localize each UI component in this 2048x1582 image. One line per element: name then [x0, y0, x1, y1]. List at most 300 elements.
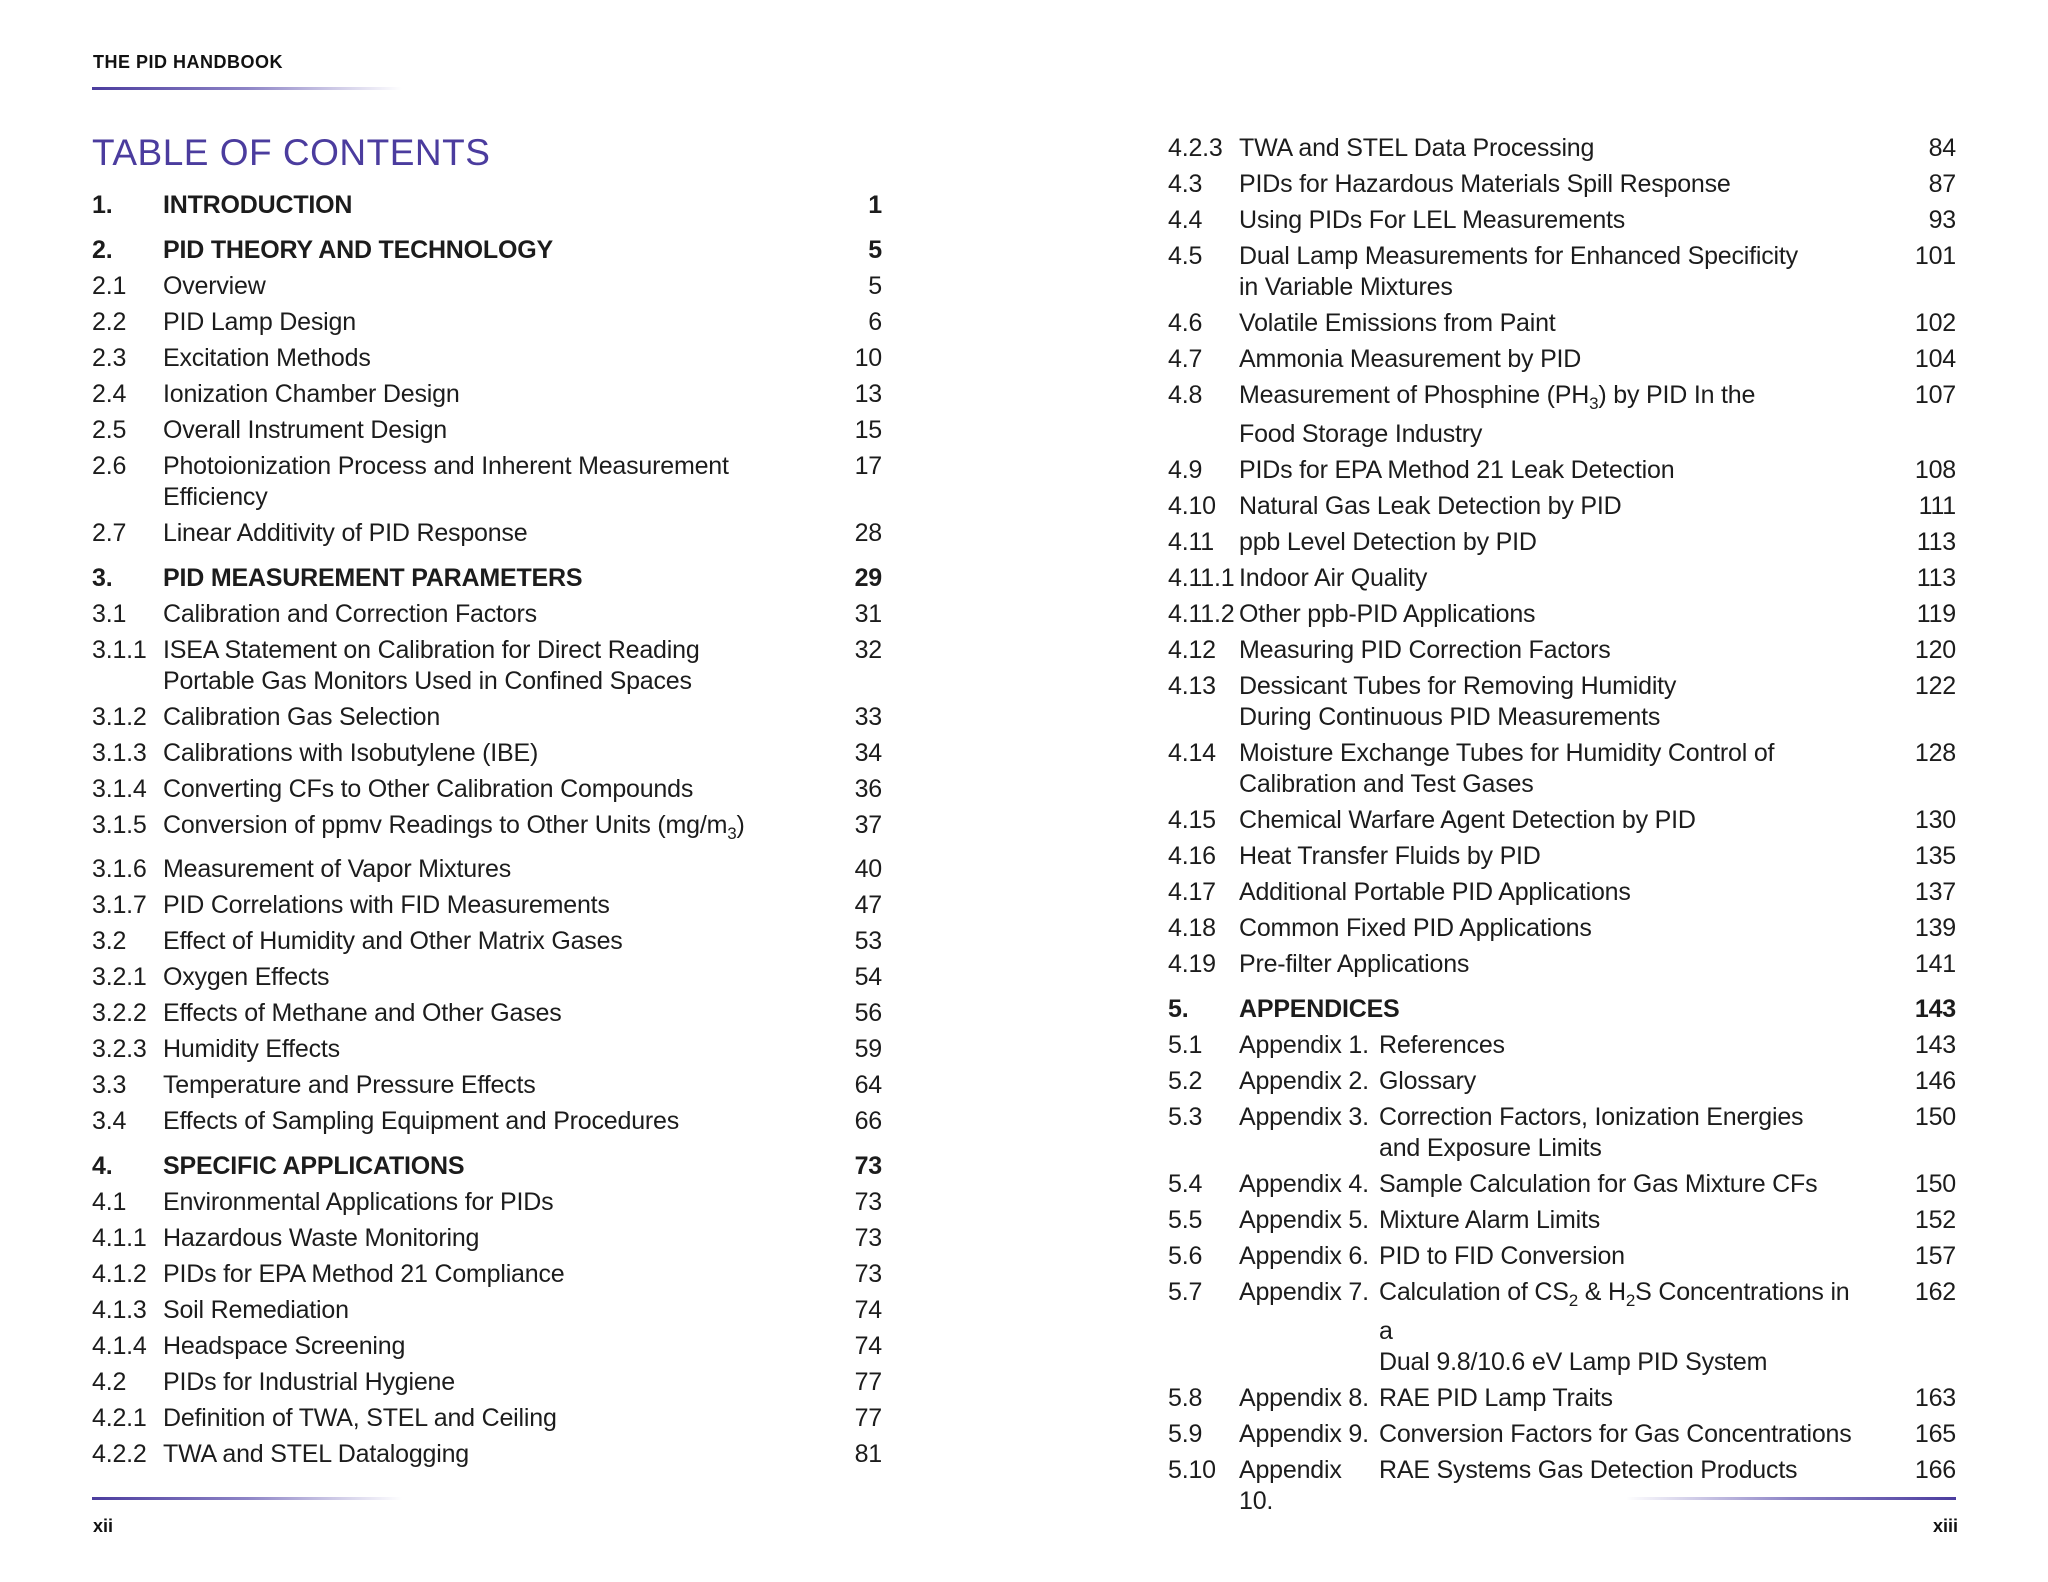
toc-entry[interactable]: [92, 854, 882, 885]
toc-entry-title: [163, 1259, 832, 1290]
toc-entry-page: 77: [854, 1368, 882, 1396]
toc-entry[interactable]: [1168, 1066, 1956, 1097]
toc-entry-title-line: Conversion Factors for Gas Concentrations: [1379, 1420, 1852, 1448]
toc-entry-title-line: RAE Systems Gas Detection Products: [1379, 1456, 1798, 1484]
header-rule: [92, 87, 402, 90]
toc-entry-page: 135: [1914, 842, 1956, 870]
toc-entry-number: 5.1: [1168, 1031, 1203, 1059]
toc-entry-title: [163, 998, 832, 1029]
toc-entry[interactable]: [92, 1070, 882, 1101]
toc-entry[interactable]: [1168, 563, 1956, 594]
toc-entry[interactable]: [92, 1439, 882, 1470]
appendix-title: [1379, 1383, 1866, 1414]
toc-entry-title-line: Mixture Alarm Limits: [1379, 1206, 1601, 1234]
toc-entry[interactable]: [1168, 1383, 1956, 1414]
toc-entry-title: [163, 926, 832, 957]
toc-entry-title-line: Measurement of Phosphine $(PH_3)$ by PID In the: [1239, 381, 1756, 413]
toc-entry-page: 73: [854, 1152, 882, 1180]
toc-entry[interactable]: [1168, 841, 1956, 872]
toc-entry-title-line: Conversion of ppmv Readings to Other Units $(mg/m_3)$: [163, 811, 745, 843]
toc-entry-title-line: Moisture Exchange Tubes for Humidity Control of: [1239, 739, 1775, 767]
toc-entry-title: [1239, 738, 1906, 800]
toc-entry-number: 3.1.6: [92, 855, 147, 883]
toc-entry-title-line: Linear Additivity of PID Response: [163, 519, 528, 547]
toc-entry-title-line: Dual Lamp Measurements for Enhanced Specificity: [1239, 242, 1798, 270]
toc-entry[interactable]: [92, 1223, 882, 1254]
toc-entry-title: [1239, 1205, 1906, 1236]
toc-entry-page: 93: [1928, 206, 1956, 234]
toc-entry-page: 146: [1914, 1067, 1956, 1095]
toc-entry-title-line: Ionization Chamber Design: [163, 380, 460, 408]
toc-entry-title-line: Calibration and Correction Factors: [163, 600, 537, 628]
toc-entry[interactable]: [92, 1259, 882, 1290]
toc-entry-number: 4.9: [1168, 456, 1203, 484]
appendix-title: [1379, 1205, 1866, 1236]
toc-entry-number: 3.4: [92, 1107, 127, 1135]
toc-entry-page: 59: [854, 1035, 882, 1063]
toc-entry-number: 2.4: [92, 380, 127, 408]
appendix-title: [1379, 1455, 1866, 1517]
toc-entry-title-line: RAE PID Lamp Traits: [1379, 1384, 1613, 1412]
toc-entry-page: 47: [854, 891, 882, 919]
toc-entry-page: 162: [1914, 1278, 1956, 1306]
toc-entry-page: 34: [854, 739, 882, 767]
toc-entry-title-line: Calibrations with Isobutylene (IBE): [163, 739, 539, 767]
toc-entry-title: [163, 738, 832, 769]
toc-entry[interactable]: [92, 774, 882, 805]
toc-chapter-entry[interactable]: [92, 563, 882, 594]
toc-entry-title-line: Headspace Screening: [163, 1332, 406, 1360]
toc-entry-number: 5.5: [1168, 1206, 1203, 1234]
toc-entry-number: 3.1.4: [92, 775, 147, 803]
toc-entry[interactable]: [1168, 1277, 1956, 1378]
toc-entry-page: 137: [1914, 878, 1956, 906]
toc-entry[interactable]: [1168, 527, 1956, 558]
page-number-left: xii: [93, 1516, 114, 1536]
toc-entry-number: 4.14: [1168, 739, 1216, 767]
toc-entry-title: [1239, 563, 1906, 594]
toc-entry-title-line: Calculation of $CS_2$ & $H_2S$ Concentrations in a: [1379, 1278, 1850, 1345]
subscript: 3: [727, 824, 737, 843]
toc-entry-title: [1239, 949, 1906, 980]
running-head: THE PID HANDBOOK: [93, 52, 284, 72]
toc-entry-title: [1239, 877, 1906, 908]
toc-entry[interactable]: [92, 1187, 882, 1218]
toc-entry[interactable]: [1168, 491, 1956, 522]
toc-entry-number: 4.19: [1168, 950, 1216, 978]
toc-entry-title-line: PID Lamp Design: [163, 308, 356, 336]
toc-entry[interactable]: [92, 307, 882, 338]
toc-entry-number: 4.16: [1168, 842, 1216, 870]
toc-entry-page: 113: [1916, 564, 1956, 592]
footer-rule-right: [1626, 1497, 1956, 1500]
toc-entry-title-line: PID THEORY AND TECHNOLOGY: [163, 236, 553, 264]
toc-entry-title: [163, 1034, 832, 1065]
toc-entry[interactable]: [1168, 1241, 1956, 1272]
toc-entry-page: 37: [854, 811, 882, 839]
toc-entry-number: 3.1.5: [92, 811, 147, 839]
toc-entry[interactable]: [1168, 805, 1956, 836]
toc-entry-page: 74: [854, 1332, 882, 1360]
toc-entry-title: [1239, 455, 1906, 486]
toc-entry[interactable]: [92, 1403, 882, 1434]
toc-entry-title: [1239, 308, 1906, 339]
toc-entry-title-continuation: and Exposure Limits: [1379, 1134, 1602, 1162]
toc-entry-number: 3.1.7: [92, 891, 147, 919]
toc-entry-title-line: TWA and STEL Datalogging: [163, 1440, 470, 1468]
toc-entry-title: [163, 1151, 832, 1182]
toc-entry[interactable]: [1168, 344, 1956, 375]
toc-entry-title: [163, 235, 832, 266]
appendix-label: Appendix 5.: [1239, 1206, 1369, 1234]
toc-entry-page: 13: [854, 380, 882, 408]
toc-entry-title: [163, 702, 832, 733]
toc-entry-page: 1: [868, 191, 882, 219]
toc-entry-title-line: Temperature and Pressure Effects: [163, 1071, 536, 1099]
toc-entry[interactable]: [92, 926, 882, 957]
toc-entry-page: 108: [1914, 456, 1956, 484]
toc-entry-title-line: PID Correlations with FID Measurements: [163, 891, 610, 919]
toc-entry-title-line: Natural Gas Leak Detection by PID: [1239, 492, 1622, 520]
toc-entry-page: 143: [1914, 995, 1956, 1023]
toc-entry-page: 139: [1914, 914, 1956, 942]
toc-entry[interactable]: [92, 1034, 882, 1065]
toc-entry[interactable]: [92, 1295, 882, 1326]
toc-entry-number: 4.8: [1168, 381, 1203, 409]
subscript: 2: [1568, 1291, 1579, 1310]
appendix-label: Appendix 2.: [1239, 1067, 1369, 1095]
toc-entry-title: [163, 271, 832, 302]
toc-entry-number: 4.1.2: [92, 1260, 147, 1288]
toc-entry-title: [163, 890, 832, 921]
toc-entry-number: 3.1.3: [92, 739, 147, 767]
toc-entry-title-continuation: in Variable Mixtures: [1239, 273, 1453, 301]
toc-entry-page: 107: [1914, 381, 1956, 409]
toc-entry-title-line: TWA and STEL Data Processing: [1239, 134, 1595, 162]
toc-entry-page: 163: [1914, 1384, 1956, 1412]
toc-entry-number: 5.6: [1168, 1242, 1203, 1270]
toc-entry[interactable]: [92, 738, 882, 769]
toc-entry[interactable]: [1168, 169, 1956, 200]
appendix-title: [1379, 1241, 1866, 1272]
toc-entry-title-line: Ammonia Measurement by PID: [1239, 345, 1582, 373]
toc-entry-page: 166: [1914, 1456, 1956, 1484]
toc-entry-title: [1239, 671, 1906, 733]
toc-entry-title: [1239, 1419, 1906, 1450]
toc-entry-title: [1239, 1455, 1906, 1517]
toc-entry-title-line: Additional Portable PID Applications: [1239, 878, 1631, 906]
toc-entry-page: 113: [1916, 528, 1956, 556]
toc-entry-page: 10: [854, 344, 882, 372]
toc-entry-title-line: Indoor Air Quality: [1239, 564, 1428, 592]
toc-entry[interactable]: [1168, 635, 1956, 666]
toc-entry-number: 3.2: [92, 927, 127, 955]
toc-entry-title-line: Definition of TWA, STEL and Ceiling: [163, 1404, 557, 1432]
toc-entry-title: [163, 563, 832, 594]
toc-entry[interactable]: [1168, 1205, 1956, 1236]
toc-entry-number: 3.: [92, 564, 113, 592]
toc-entry-title: [1239, 205, 1906, 236]
toc-entry-number: 2.3: [92, 344, 127, 372]
toc-entry-number: 5.8: [1168, 1384, 1203, 1412]
toc-entry-title: [163, 415, 832, 446]
toc-entry-number: 4.1.1: [92, 1224, 147, 1252]
toc-entry-title-line: References: [1379, 1031, 1505, 1059]
page-number-right: xiii: [1932, 1516, 1958, 1536]
toc-entry[interactable]: [92, 1106, 882, 1137]
toc-entry-title: [1239, 913, 1906, 944]
toc-entry-number: 3.1: [92, 600, 127, 628]
toc-entry-page: 152: [1914, 1206, 1956, 1234]
toc-entry-title: [163, 1223, 832, 1254]
toc-entry-title-line: Oxygen Effects: [163, 963, 330, 991]
toc-entry-number: 4.1: [92, 1188, 127, 1216]
toc-entry-title-line: Heat Transfer Fluids by PID: [1239, 842, 1541, 870]
toc-entry[interactable]: [92, 890, 882, 921]
toc-entry-title-line: ISEA Statement on Calibration for Direct Reading: [163, 636, 700, 664]
toc-entry-number: 4.18: [1168, 914, 1216, 942]
toc-entry-title: [1239, 841, 1906, 872]
toc-entry-number: 2.2: [92, 308, 127, 336]
toc-entry-number: 5.: [1168, 995, 1189, 1023]
toc-entry-number: 5.3: [1168, 1103, 1203, 1131]
toc-entry-number: 4.2.2: [92, 1440, 147, 1468]
toc-entry[interactable]: [92, 518, 882, 549]
toc-entry[interactable]: [92, 599, 882, 630]
toc-entry[interactable]: [92, 702, 882, 733]
toc-entry[interactable]: [92, 379, 882, 410]
toc-entry-title-continuation: Calibration and Test Gases: [1239, 770, 1534, 798]
toc-entry-page: 6: [868, 308, 882, 336]
toc-entry-page: 31: [854, 600, 882, 628]
toc-entry-title: [163, 810, 832, 849]
toc-entry-title: [163, 1106, 832, 1137]
toc-entry-title: [163, 1331, 832, 1362]
toc-entry[interactable]: [1168, 205, 1956, 236]
appendix-label: Appendix 9.: [1239, 1420, 1369, 1448]
appendix-title: [1379, 1419, 1866, 1450]
toc-entry-number: 4.11.1: [1168, 564, 1235, 592]
toc-entry-number: 5.2: [1168, 1067, 1203, 1095]
toc-entry-number: 5.4: [1168, 1170, 1203, 1198]
appendix-label: Appendix 4.: [1239, 1170, 1369, 1198]
toc-entry-number: 4.10: [1168, 492, 1216, 520]
toc-entry-page: 56: [854, 999, 882, 1027]
toc-entry-title-continuation: Dual 9.8/10.6 eV Lamp PID System: [1379, 1348, 1768, 1376]
toc-entry[interactable]: [92, 415, 882, 446]
toc-entry-title-line: PIDs for EPA Method 21 Compliance: [163, 1260, 565, 1288]
toc-entry-page: 36: [854, 775, 882, 803]
toc-entry-title: [163, 854, 832, 885]
toc-entry-title: [1239, 1102, 1906, 1164]
toc-entry-number: 2.7: [92, 519, 127, 547]
toc-entry-title-line: Glossary: [1379, 1067, 1477, 1095]
toc-entry[interactable]: [1168, 1102, 1956, 1164]
toc-entry-page: 5: [868, 272, 882, 300]
toc-entry-title-line: Volatile Emissions from Paint: [1239, 309, 1556, 337]
toc-entry[interactable]: [92, 962, 882, 993]
toc-chapter-entry[interactable]: [1168, 994, 1956, 1025]
toc-entry-title-line: Using PIDs For LEL Measurements: [1239, 206, 1626, 234]
toc-entry[interactable]: [1168, 913, 1956, 944]
toc-entry-title-line: Converting CFs to Other Calibration Compounds: [163, 775, 694, 803]
toc-entry[interactable]: [1168, 133, 1956, 164]
toc-entry-page: 101: [1914, 242, 1956, 270]
appendix-label: Appendix 3.: [1239, 1103, 1369, 1131]
toc-entry[interactable]: [1168, 738, 1956, 800]
toc-entry-number: 4.2.1: [92, 1404, 147, 1432]
toc-entry-title: [163, 451, 832, 513]
toc-entry-number: 5.10: [1168, 1456, 1216, 1484]
toc-entry-title: [1239, 1066, 1906, 1097]
toc-entry-number: 2.5: [92, 416, 127, 444]
toc-entry-number: 3.3: [92, 1071, 127, 1099]
toc-entry-page: 143: [1914, 1031, 1956, 1059]
toc-entry-number: 2.1: [92, 272, 127, 300]
toc-entry-page: 130: [1914, 806, 1956, 834]
toc-entry-number: 4.4: [1168, 206, 1203, 234]
toc-entry-title-line: Environmental Applications for PIDs: [163, 1188, 554, 1216]
toc-entry-number: 4.12: [1168, 636, 1216, 664]
toc-entry[interactable]: [1168, 1419, 1956, 1450]
toc-entry-title: [1239, 169, 1906, 200]
toc-entry-title: [163, 190, 832, 221]
toc-entry-page: 73: [854, 1260, 882, 1288]
footer-rule-left: [92, 1497, 402, 1500]
toc-entry-title: [163, 518, 832, 549]
toc-entry-title: [163, 343, 832, 374]
toc-entry[interactable]: [1168, 599, 1956, 630]
appendix-title: [1379, 1030, 1866, 1061]
toc-entry[interactable]: [1168, 877, 1956, 908]
appendix-title: [1379, 1169, 1866, 1200]
toc-entry-page: 122: [1914, 672, 1956, 700]
toc-entry-title-line: INTRODUCTION: [163, 191, 353, 219]
toc-entry-title-line: Dessicant Tubes for Removing Humidity: [1239, 672, 1677, 700]
toc-entry-title-line: Effects of Methane and Other Gases: [163, 999, 562, 1027]
toc-entry-title-line: Other ppb-PID Applications: [1239, 600, 1536, 628]
toc-entry-title-line: Sample Calculation for Gas Mixture CFs: [1379, 1170, 1818, 1198]
toc-entry-title: [1239, 527, 1906, 558]
toc-entry-title: [163, 599, 832, 630]
toc-entry-number: 4.11: [1168, 528, 1215, 556]
toc-entry-page: 150: [1914, 1103, 1956, 1131]
toc-entry-title-line: Calibration Gas Selection: [163, 703, 441, 731]
toc-entry-title: [1239, 805, 1906, 836]
toc-entry-title: [1239, 344, 1906, 375]
toc-entry-number: 4.6: [1168, 309, 1203, 337]
toc-entry-title: [1239, 1241, 1906, 1272]
toc-entry[interactable]: [1168, 671, 1956, 733]
toc-entry-title-line: Photoionization Process and Inherent Measurement Efficiency: [163, 452, 729, 511]
toc-entry[interactable]: [92, 810, 882, 849]
toc-entry-page: 33: [854, 703, 882, 731]
appendix-title: [1379, 1277, 1866, 1378]
toc-entry-number: 5.9: [1168, 1420, 1203, 1448]
toc-entry[interactable]: [1168, 1169, 1956, 1200]
toc-entry-title-line: Soil Remediation: [163, 1296, 349, 1324]
toc-entry-number: 4.7: [1168, 345, 1203, 373]
toc-entry-title-continuation: Portable Gas Monitors Used in Confined Spaces: [163, 667, 692, 695]
toc-entry-title: [1239, 635, 1906, 666]
toc-entry-title-line: Chemical Warfare Agent Detection by PID: [1239, 806, 1696, 834]
toc-left-column: [92, 190, 882, 1475]
toc-entry-title-line: PIDs for Industrial Hygiene: [163, 1368, 455, 1396]
toc-entry-title-continuation: Food Storage Industry: [1239, 420, 1483, 448]
toc-entry[interactable]: [1168, 1455, 1956, 1517]
toc-entry[interactable]: [92, 451, 882, 513]
toc-entry-number: 3.1.1: [92, 636, 147, 664]
toc-entry-number: 4.: [92, 1152, 113, 1180]
toc-entry-number: 3.1.2: [92, 703, 147, 731]
toc-entry[interactable]: [1168, 308, 1956, 339]
toc-entry-page: 64: [854, 1071, 882, 1099]
toc-entry-title: [1239, 1169, 1906, 1200]
toc-entry-title-line: ppb Level Detection by PID: [1239, 528, 1537, 556]
toc-entry[interactable]: [1168, 1030, 1956, 1061]
toc-entry-page: 73: [854, 1188, 882, 1216]
toc-entry[interactable]: [1168, 380, 1956, 450]
toc-entry-page: 32: [854, 636, 882, 664]
toc-entry-title: [1239, 241, 1906, 303]
toc-entry-number: 4.5: [1168, 242, 1203, 270]
page-title: TABLE OF CONTENTS: [92, 132, 491, 173]
toc-entry-number: 4.11.2: [1168, 600, 1235, 628]
toc-entry-title-line: SPECIFIC APPLICATIONS: [163, 1152, 465, 1180]
toc-entry-title: [1239, 994, 1906, 1025]
toc-entry-number: 4.2.3: [1168, 134, 1223, 162]
toc-entry-title-line: PIDs for Hazardous Materials Spill Response: [1239, 170, 1731, 198]
toc-entry[interactable]: [92, 635, 882, 697]
toc-entry-page: 141: [1914, 950, 1956, 978]
toc-entry[interactable]: [92, 1367, 882, 1398]
toc-entry-page: 66: [854, 1107, 882, 1135]
toc-entry-page: 128: [1914, 739, 1956, 767]
toc-entry[interactable]: [1168, 241, 1956, 303]
toc-entry-page: 40: [854, 855, 882, 883]
toc-entry-number: 4.3: [1168, 170, 1203, 198]
toc-entry-number: 4.1.4: [92, 1332, 147, 1360]
toc-entry[interactable]: [92, 271, 882, 302]
toc-entry-title: [1239, 380, 1906, 450]
appendix-label: Appendix 7.: [1239, 1278, 1369, 1306]
appendix-title: [1379, 1102, 1866, 1164]
toc-entry-title: [163, 1367, 832, 1398]
toc-entry-page: 28: [854, 519, 882, 547]
toc-chapter-entry[interactable]: [92, 1151, 882, 1182]
toc-entry-title-line: Effect of Humidity and Other Matrix Gases: [163, 927, 623, 955]
toc-entry-title-line: PIDs for EPA Method 21 Leak Detection: [1239, 456, 1675, 484]
toc-entry-title: [163, 1439, 832, 1470]
toc-entry-title: [163, 1187, 832, 1218]
appendix-label: Appendix 10.: [1239, 1456, 1342, 1515]
toc-entry[interactable]: [92, 998, 882, 1029]
toc-entry[interactable]: [92, 343, 882, 374]
toc-entry-number: 3.2.3: [92, 1035, 147, 1063]
toc-entry-page: 111: [1918, 492, 1956, 520]
toc-entry-title-line: Correction Factors, Ionization Energies: [1379, 1103, 1804, 1131]
toc-entry[interactable]: [92, 1331, 882, 1362]
toc-entry[interactable]: [1168, 949, 1956, 980]
toc-entry-title-line: Measurement of Vapor Mixtures: [163, 855, 512, 883]
toc-entry-page: 119: [1916, 600, 1956, 628]
toc-entry-title: [163, 1070, 832, 1101]
toc-entry-page: 102: [1914, 309, 1956, 337]
toc-entry[interactable]: [1168, 455, 1956, 486]
toc-chapter-entry[interactable]: [92, 190, 882, 221]
toc-chapter-entry[interactable]: [92, 235, 882, 266]
toc-entry-title-line: Overall Instrument Design: [163, 416, 448, 444]
